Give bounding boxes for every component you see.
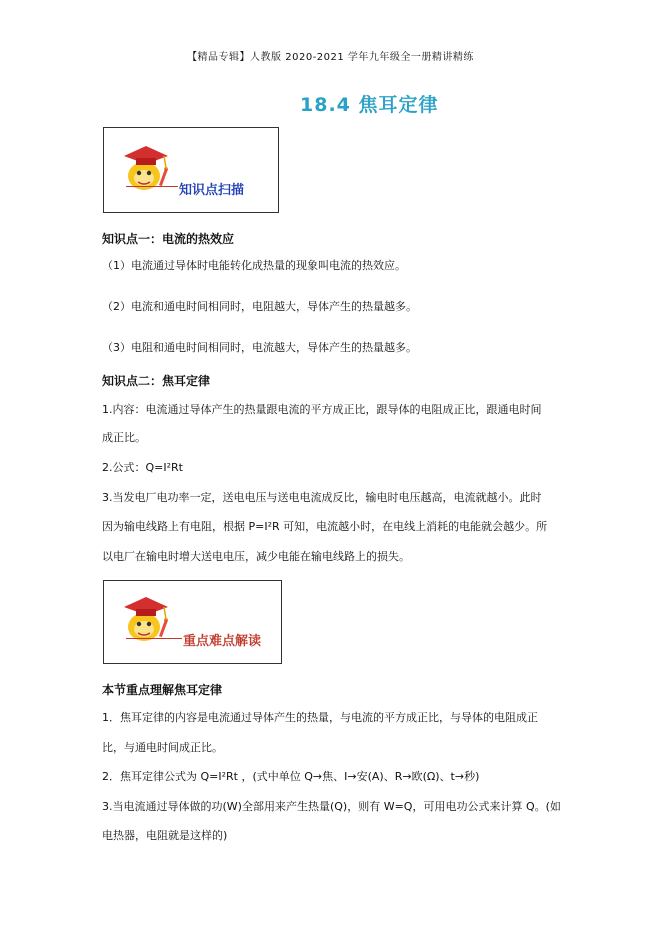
section3-item2: 2．焦耳定律公式为 Q=I²Rt ，(式中单位 Q→焦、I→安(A)、R→欧(Ω)、t→秒) <box>102 770 480 783</box>
section2-item3-line1: 3.当发电厂电功率一定，送电电压与送电电流成反比，输电时电压越高，电流就越小。此时 <box>102 491 542 504</box>
section3-heading: 本节重点理解焦耳定律 <box>102 683 223 697</box>
section1-item-1: （1）电流通过导体时电能转化成热量的现象叫电流的热效应。 <box>102 259 406 272</box>
section3-item3-line1: 3.当电流通过导体做的功(W)全部用来产生热量(Q)，则有 W=Q，可用电功公式来计算 Q。(如 <box>102 800 561 813</box>
section2-heading: 知识点二：焦耳定律 <box>102 374 211 388</box>
page-header: 【精品专辑】人教版 2020-2021 学年九年级全一册精讲精练 <box>187 52 474 63</box>
banner-label: 重点难点解读 <box>183 634 262 649</box>
page-title: 18.4 焦耳定律 <box>300 94 439 116</box>
section2-item2: 2.公式：Q=I²Rt <box>102 461 183 474</box>
key-points-banner <box>103 580 282 664</box>
banner-underline <box>126 186 178 187</box>
section2-item1-line1: 1.内容：电流通过导体产生的热量跟电流的平方成正比，跟导体的电阻成正比，跟通电时间 <box>102 403 542 416</box>
banner-underline <box>126 638 182 639</box>
section3-item1-line2: 比，与通电时间成正比。 <box>102 741 223 754</box>
section2-item1-line2: 成正比。 <box>102 431 146 444</box>
section2-item3-line2: 因为输电线路上有电阻，根据 P=I²R 可知，电流越小时，在电线上消耗的电能就会越少。所 <box>102 520 548 533</box>
section3-item3-line2: 电热器，电阻就是这样的) <box>102 829 228 842</box>
section1-item-3: （3）电阻和通电时间相同时，电流越大，导体产生的热量越多。 <box>102 341 417 354</box>
section2-item3-line3: 以电厂在输电时增大送电电压，减少电能在输电线路上的损失。 <box>102 550 410 563</box>
graduate-mascot-icon <box>120 589 176 645</box>
section1-item-2: （2）电流和通电时间相同时，电阻越大，导体产生的热量越多。 <box>102 300 417 313</box>
banner-label: 知识点扫描 <box>179 183 245 198</box>
section1-heading: 知识点一：电流的热效应 <box>102 232 235 246</box>
knowledge-scan-banner <box>103 127 279 213</box>
section3-item1-line1: 1．焦耳定律的内容是电流通过导体产生的热量，与电流的平方成正比，与导体的电阻成正 <box>102 711 538 724</box>
